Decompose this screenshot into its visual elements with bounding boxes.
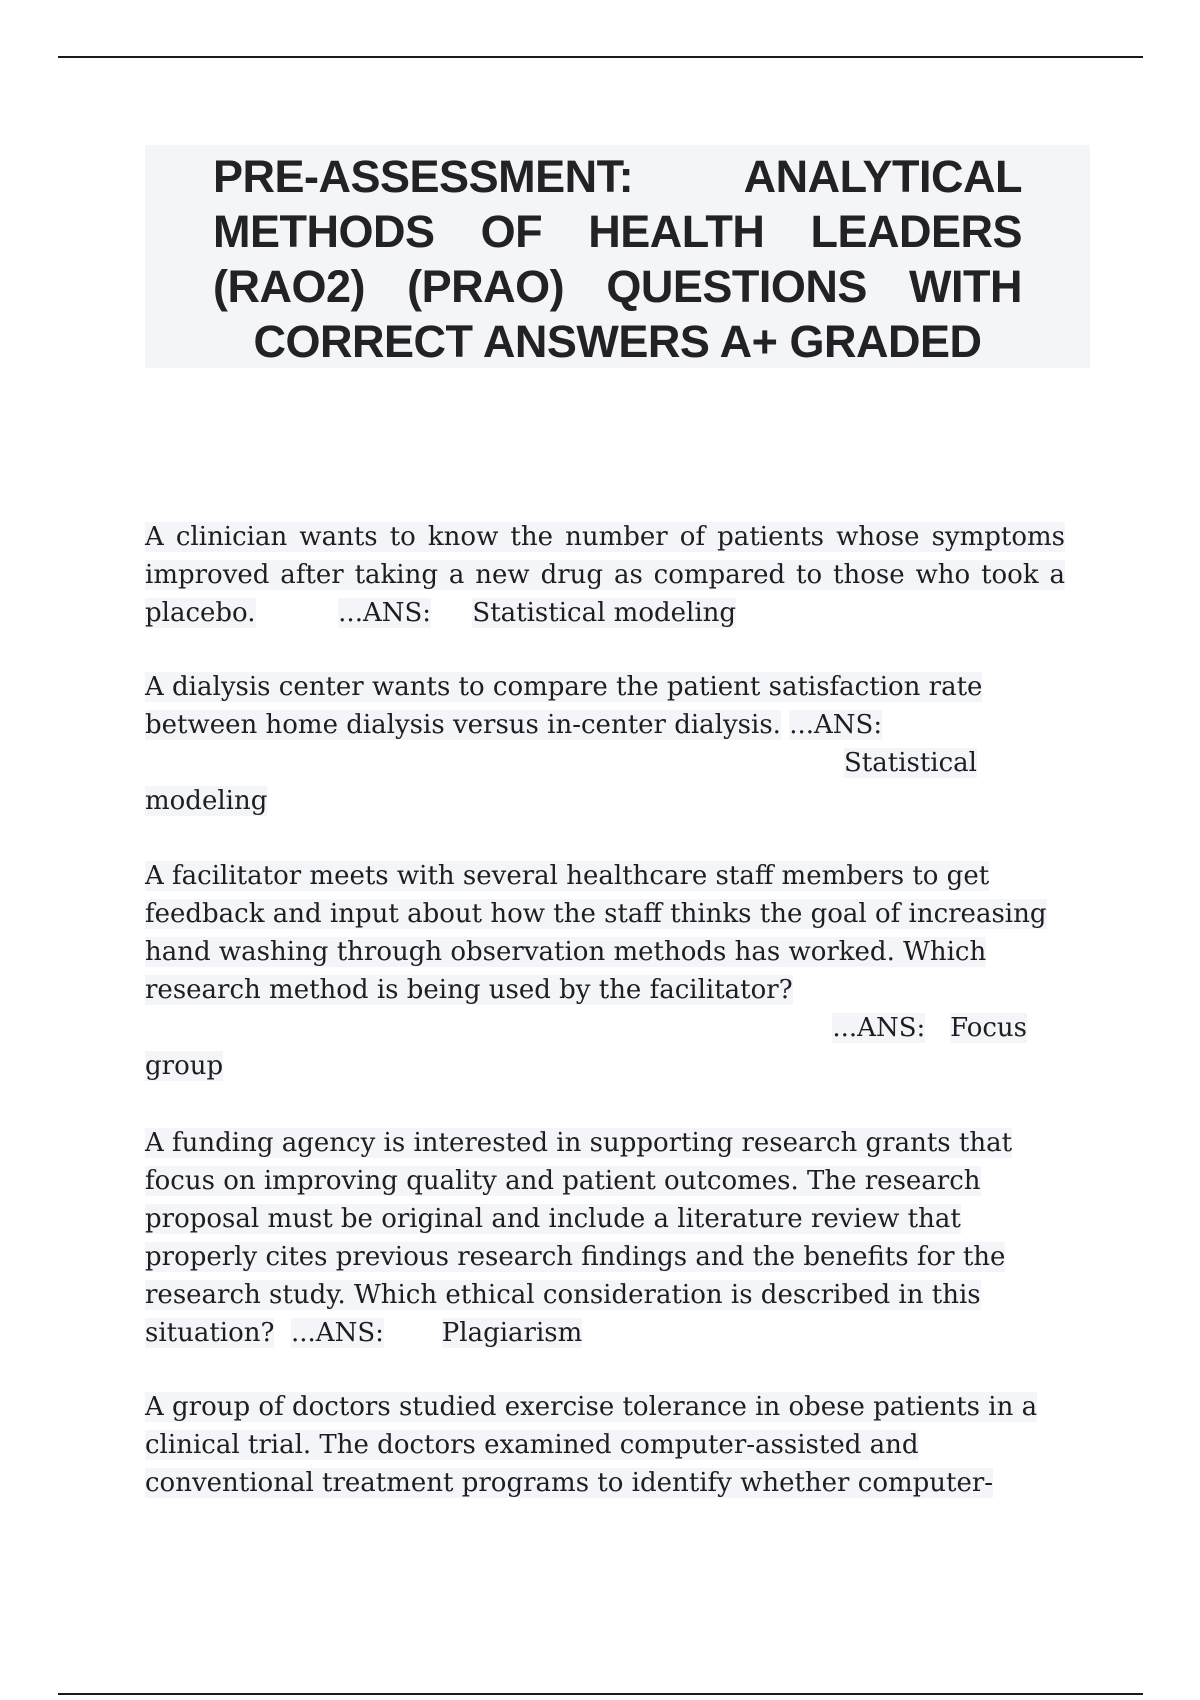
answer-marker: ...ANS:: [789, 710, 883, 740]
answer-text-continued: group: [145, 1051, 224, 1081]
answer-marker: ...ANS:: [832, 1013, 926, 1043]
answer-text: Focus: [950, 1013, 1027, 1043]
header-rule: [58, 56, 1143, 58]
qa-item-2: [145, 668, 1065, 820]
question-text: A funding agency is interested in supporting research grants that focus on improving quality and patient outcomes. The research proposal must be original and include a literature review that properly cites previous research findings and the benefits for the research study. Which ethical consideration is described in this situation?: [145, 1128, 1013, 1348]
question-text: A facilitator meets with several healthcare staff members to get feedback and input about how the staff thinks the goal of increasing hand washing through observation methods has worked. Which research method is being used by the facilitator?: [145, 861, 1047, 1005]
answer-text: Plagiarism: [441, 1318, 583, 1348]
document-title: PRE-ASSESSMENT: ANALYTICAL METHODS OF HEALTH LEADERS (RAO2) (PRAO) QUESTIONS WITH CORRECT ANSWERS A+ GRADED: [213, 151, 1022, 367]
qa-item-5: [145, 1388, 1065, 1502]
answer-text-continued: modeling: [145, 786, 268, 816]
question-text: A dialysis center wants to compare the patient satisfaction rate between home dialysis versus in-center dialysis.: [145, 672, 983, 740]
answer-text: Statistical modeling: [472, 598, 737, 628]
title-block: [145, 145, 1090, 368]
footer-rule: [58, 1693, 1143, 1695]
question-text: A group of doctors studied exercise tolerance in obese patients in a clinical trial. The doctors examined computer-assisted and conventional treatment programs to identify whether computer-: [145, 1392, 1038, 1498]
qa-item-4: [145, 1124, 1065, 1352]
answer-marker: ...ANS:: [338, 598, 432, 628]
qa-item-1: [145, 518, 1065, 632]
question-text: A clinician wants to know the number of patients whose symptoms improved after taking a new drug as compared to those who took a placebo.: [145, 522, 1065, 628]
answer-marker: ...ANS:: [291, 1318, 384, 1348]
qa-item-3: [145, 857, 1065, 1085]
answer-text: Statistical: [843, 748, 977, 778]
